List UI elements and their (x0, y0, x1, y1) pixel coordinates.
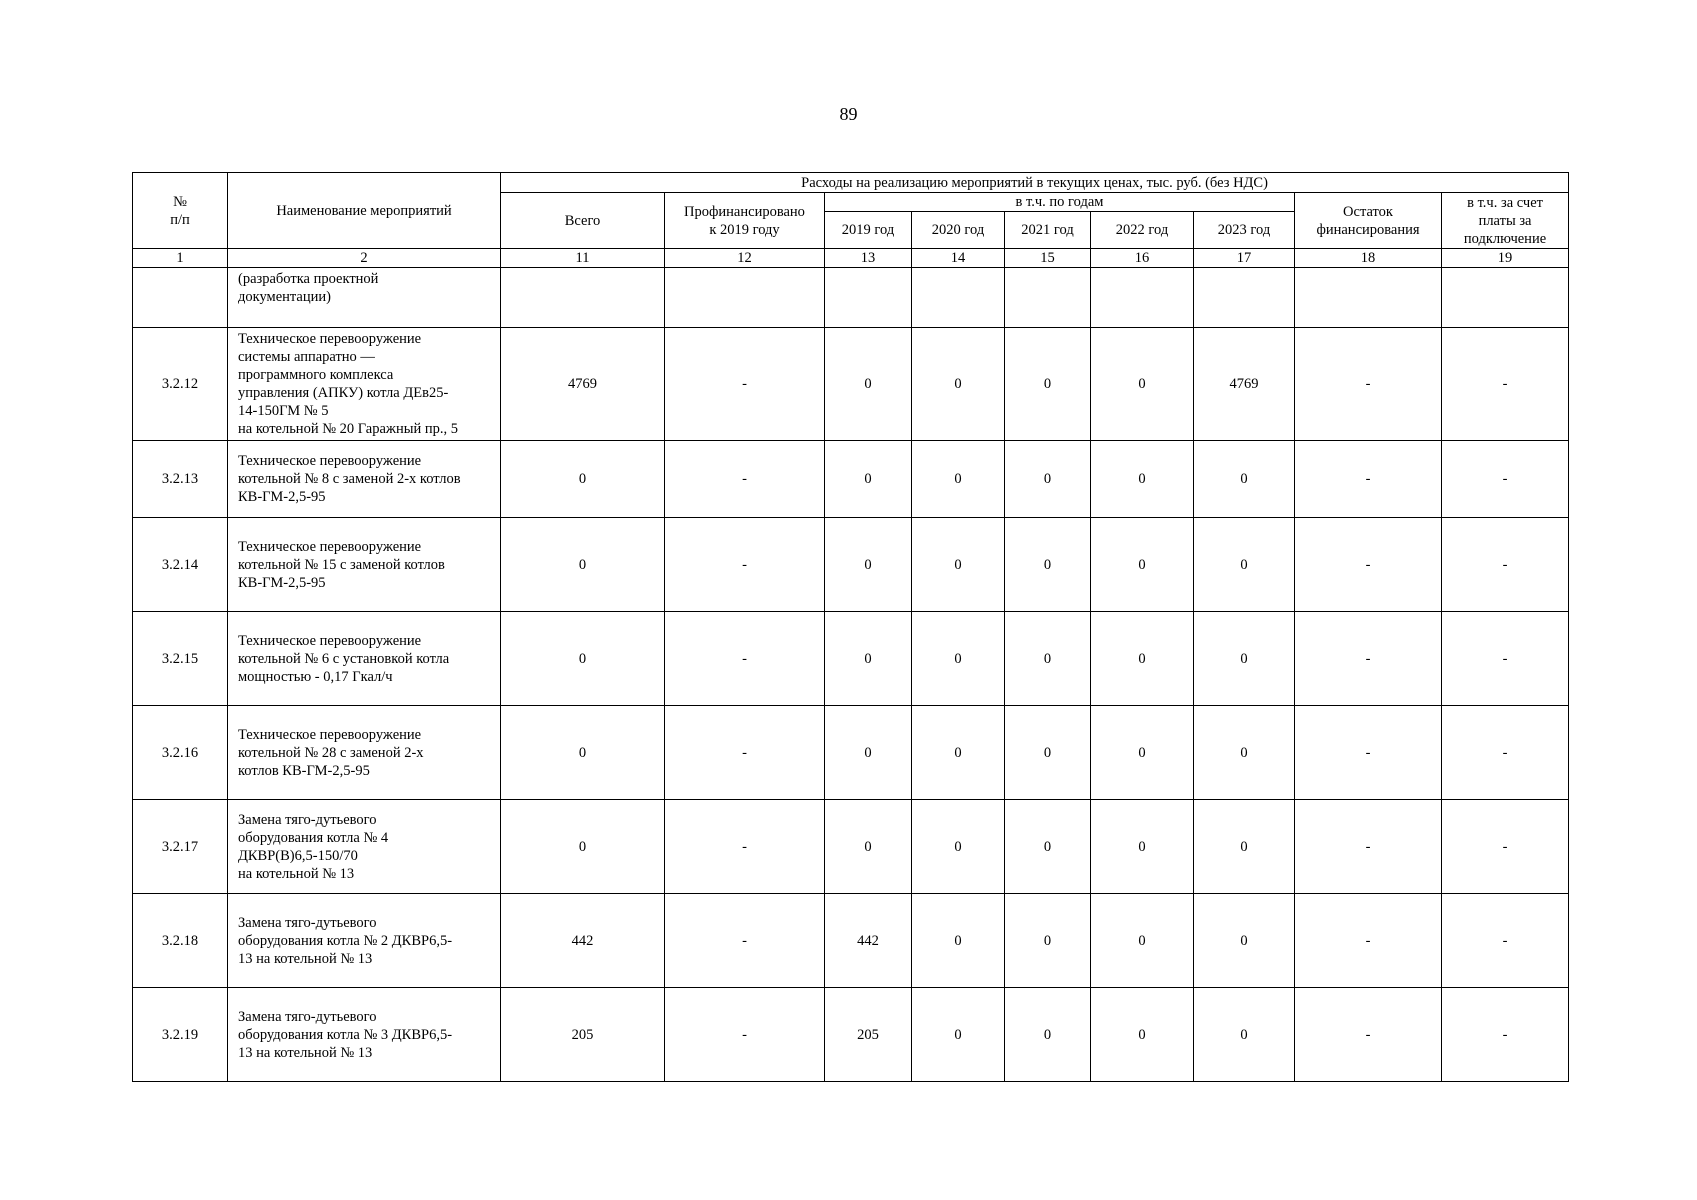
row-value: 0 (825, 441, 912, 518)
row-value (912, 268, 1005, 328)
row-value (1295, 268, 1442, 328)
row-value: - (1442, 612, 1569, 706)
row-value: 0 (1194, 894, 1295, 988)
table-row (133, 988, 1569, 1082)
header-year: 2023 год (1194, 212, 1295, 249)
row-value: - (665, 800, 825, 894)
row-value: - (1442, 800, 1569, 894)
row-value: 0 (1091, 706, 1194, 800)
row-value: - (665, 894, 825, 988)
row-value: - (665, 518, 825, 612)
row-value: - (665, 988, 825, 1082)
row-value: 0 (912, 328, 1005, 441)
row-value: 4769 (1194, 328, 1295, 441)
row-number: 3.2.13 (133, 441, 228, 518)
row-name: Замена тяго-дутьевого оборудования котла № 4 ДКВР(В)6,5-150/70 на котельной № 13 (228, 800, 501, 894)
column-number: 14 (912, 249, 1005, 268)
row-value: - (665, 328, 825, 441)
row-value (1194, 268, 1295, 328)
row-value: 0 (1091, 328, 1194, 441)
row-value: - (1295, 894, 1442, 988)
row-value: 0 (1005, 988, 1091, 1082)
row-value: 0 (1194, 706, 1295, 800)
row-value: 0 (912, 894, 1005, 988)
header-expenses: Расходы на реализацию мероприятий в текущих ценах, тыс. руб. (без НДС) (501, 173, 1569, 193)
header-remainder: Остаток финансирования (1295, 193, 1442, 249)
row-value: 0 (1005, 800, 1091, 894)
row-value: 0 (1005, 441, 1091, 518)
row-number: 3.2.17 (133, 800, 228, 894)
column-numbers-row (133, 249, 1569, 268)
header-num: № п/п (133, 173, 228, 249)
row-value: 0 (1091, 894, 1194, 988)
row-name: Техническое перевооружение котельной № 28 с заменой 2-х котлов КВ-ГМ-2,5-95 (228, 706, 501, 800)
row-value: - (1442, 706, 1569, 800)
row-value: 205 (501, 988, 665, 1082)
row-value: 4769 (501, 328, 665, 441)
table-row (133, 612, 1569, 706)
row-value: 0 (501, 518, 665, 612)
row-value: - (1295, 706, 1442, 800)
table-row (133, 268, 1569, 328)
column-number: 11 (501, 249, 665, 268)
row-value: 0 (501, 441, 665, 518)
row-number: 3.2.19 (133, 988, 228, 1082)
row-name: Техническое перевооружение котельной № 6 с установкой котла мощностью - 0,17 Гкал/ч (228, 612, 501, 706)
row-number: 3.2.16 (133, 706, 228, 800)
row-value (1091, 268, 1194, 328)
row-number: 3.2.12 (133, 328, 228, 441)
row-value: 205 (825, 988, 912, 1082)
row-name: Замена тяго-дутьевого оборудования котла № 3 ДКВР6,5- 13 на котельной № 13 (228, 988, 501, 1082)
row-value (665, 268, 825, 328)
row-value: 0 (912, 988, 1005, 1082)
row-name: Техническое перевооружение системы аппаратно — программного комплекса управления (АПКУ) котла ДЕв25- 14-150ГМ № 5 на котельной № 20 Гаражный пр., 5 (228, 328, 501, 441)
row-value: 0 (1005, 518, 1091, 612)
row-value: 0 (1194, 518, 1295, 612)
header-year: 2022 год (1091, 212, 1194, 249)
row-value: 0 (825, 800, 912, 894)
row-value (825, 268, 912, 328)
row-value: - (1295, 328, 1442, 441)
row-value: 442 (825, 894, 912, 988)
row-value: 0 (1194, 441, 1295, 518)
row-value: - (665, 441, 825, 518)
page-number: 89 (839, 104, 858, 124)
header-connection: в т.ч. за счет платы за подключение (1442, 193, 1569, 249)
column-number: 19 (1442, 249, 1569, 268)
row-value: 0 (1091, 518, 1194, 612)
row-value: 0 (825, 706, 912, 800)
row-value: 0 (825, 328, 912, 441)
row-value: 0 (1005, 706, 1091, 800)
row-value: 0 (501, 800, 665, 894)
column-number: 15 (1005, 249, 1091, 268)
row-value: 0 (1194, 612, 1295, 706)
table-row (133, 328, 1569, 441)
row-value: 0 (1005, 894, 1091, 988)
row-value: 0 (912, 441, 1005, 518)
row-value: 0 (1194, 988, 1295, 1082)
row-value: 442 (501, 894, 665, 988)
row-value: - (1442, 328, 1569, 441)
row-value (501, 268, 665, 328)
row-number: 3.2.18 (133, 894, 228, 988)
column-number: 16 (1091, 249, 1194, 268)
row-value: - (1295, 612, 1442, 706)
header-name: Наименование мероприятий (228, 173, 501, 249)
row-number: 3.2.15 (133, 612, 228, 706)
row-value: 0 (1091, 800, 1194, 894)
row-value: - (1295, 988, 1442, 1082)
row-value: 0 (825, 518, 912, 612)
row-value: - (665, 612, 825, 706)
row-value: 0 (912, 706, 1005, 800)
column-number: 18 (1295, 249, 1442, 268)
row-name: Техническое перевооружение котельной № 15 с заменой котлов КВ-ГМ-2,5-95 (228, 518, 501, 612)
row-value: 0 (912, 800, 1005, 894)
row-value: - (1442, 988, 1569, 1082)
row-name: Техническое перевооружение котельной № 8 с заменой 2-х котлов КВ-ГМ-2,5-95 (228, 441, 501, 518)
header-total: Всего (501, 193, 665, 249)
row-value: 0 (501, 612, 665, 706)
header-year: 2021 год (1005, 212, 1091, 249)
row-value: - (1295, 800, 1442, 894)
row-value: - (665, 706, 825, 800)
row-value: - (1295, 518, 1442, 612)
row-number: 3.2.14 (133, 518, 228, 612)
row-value: 0 (1194, 800, 1295, 894)
header-financed: Профинансировано к 2019 году (665, 193, 825, 249)
column-number: 17 (1194, 249, 1295, 268)
row-value: 0 (825, 612, 912, 706)
row-value: 0 (1091, 441, 1194, 518)
column-number: 12 (665, 249, 825, 268)
table-row (133, 894, 1569, 988)
row-value (1442, 268, 1569, 328)
expenses-table (132, 172, 1569, 1082)
column-number: 13 (825, 249, 912, 268)
table-row (133, 518, 1569, 612)
table-row (133, 706, 1569, 800)
row-value: - (1442, 441, 1569, 518)
header-by-years: в т.ч. по годам (825, 193, 1295, 212)
row-value: - (1442, 518, 1569, 612)
header-year: 2020 год (912, 212, 1005, 249)
row-value: 0 (501, 706, 665, 800)
row-number (133, 268, 228, 328)
column-number: 1 (133, 249, 228, 268)
table-row (133, 441, 1569, 518)
row-name: Замена тяго-дутьевого оборудования котла № 2 ДКВР6,5- 13 на котельной № 13 (228, 894, 501, 988)
row-name: (разработка проектной документации) (228, 268, 501, 328)
row-value: 0 (912, 612, 1005, 706)
header-year: 2019 год (825, 212, 912, 249)
row-value (1005, 268, 1091, 328)
row-value: 0 (912, 518, 1005, 612)
column-number: 2 (228, 249, 501, 268)
row-value: - (1442, 894, 1569, 988)
row-value: - (1295, 441, 1442, 518)
table-row (133, 800, 1569, 894)
row-value: 0 (1091, 988, 1194, 1082)
row-value: 0 (1091, 612, 1194, 706)
row-value: 0 (1005, 612, 1091, 706)
row-value: 0 (1005, 328, 1091, 441)
